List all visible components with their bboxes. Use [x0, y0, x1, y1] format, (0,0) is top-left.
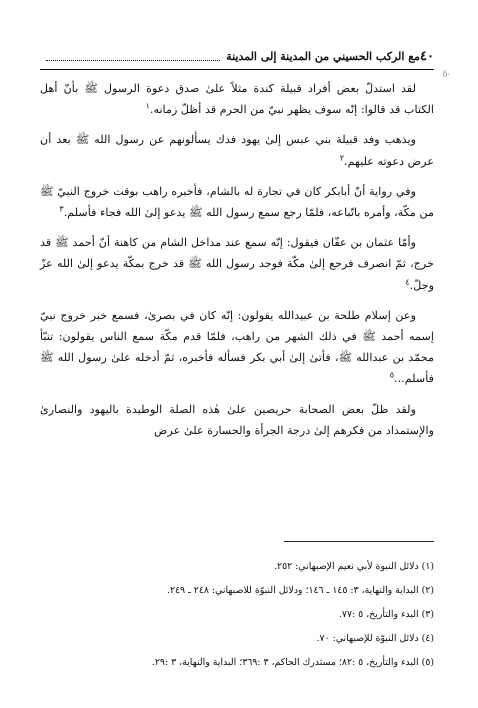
footnote-ref-1[interactable]: ١: [145, 101, 150, 111]
footnote-4: (٤) دلائل النبوّة للإصبهاني: ٧٠.: [316, 633, 434, 644]
footnote-3: (٣) البدء والتأريخ، ٥ :٧٧.: [338, 609, 434, 620]
paragraph-3: [40, 181, 434, 223]
paragraph-1: [40, 78, 434, 120]
paragraph-text: وعن إسلام طلحة بن عبيدالله يقولون: إنّه كان في بصرىٰ، فسمع خبر خروج نبيّ إسمه أحمد ﷺ في ذلك الشهر من راهب، فلمّا قدم مكّة سمع الناس يقولون: تنبّأ محمّد بن عبدالله ﷺ، فأتىٰ إلىٰ أبي بكر فسأله فأخبره، ثمّ أدخله علىٰ رسول الله ﷺ فأسلم...: [40, 308, 434, 386]
paragraph-4: [40, 232, 434, 296]
footnote-divider: [284, 541, 434, 542]
footnote-ref-4[interactable]: ٤: [405, 276, 410, 286]
paragraph-text: لقد استدلّ بعض أفراد قبيلة كندة مثلاً علىٰ صدق دعوة الرسول ﷺ بأنّ أهل الكتاب قد قالوا: إنّه سوف يظهر نبيّ من الحرم قد أظلّ زمانه.: [40, 82, 434, 117]
body-text: [40, 78, 434, 450]
footnote-5: (٥) البدء والتأريخ، ٥ :٨٢؛ مستدرك الحاكم، ٣ :٣٦٩؛ البداية والنهاية، ٣ :٢٩.: [151, 657, 434, 668]
paragraph-2: [40, 129, 434, 171]
page-number: ٤٠: [420, 48, 434, 64]
paragraph-text: وأمّا عثمان بن عفّان فيقول: إنّه سمع عند مداخل الشام من كاهنة أنّ أحمد ﷺ قد خرج، ثمّ انصرف فرجع إلىٰ مكّة فوجد رسول الله ﷺ قد خرج بمكّة يدعو إلىٰ الله عزّ وجلّ.: [40, 236, 434, 292]
footnote-ref-2[interactable]: ٢: [339, 152, 345, 162]
running-title: مع الركب الحسيني من المدينة إلى المدينة: [226, 49, 421, 63]
running-header: [40, 46, 434, 70]
footnote-1: (١) دلائل النبوة لأبي نعيم الإصبهاني: ٢٥٢.: [274, 561, 434, 572]
footnote-ref-3[interactable]: ٣: [59, 204, 64, 214]
margin-mark: ·ẟ: [442, 70, 450, 79]
paragraph-text: ويذهب وفد قبيلة بني عبس إلىٰ يهود فدك يسألونهم عن رسول الله ﷺ بعد أن عرض دعوته عليهم.: [40, 133, 434, 168]
paragraph-text: وفي رواية أنّ أبابكر كان في تجارة له بالشام، فأخبره راهب بوقت خروج النبيّ ﷺ من مكّة، وأمره باتّباعه، فلمّا رجع سمع رسول الله ﷺ يدعو إلىٰ الله فجاء فأسلم.: [40, 184, 434, 220]
paragraph-text: ولقد ظلّ بعض الصحابة حريصين علىٰ هٰذه الصلة الوطيدة باليهود والنصارىٰ والإستمداد من فكرهم إلىٰ درجة الجرأة والجسارة علىٰ عرض: [40, 402, 434, 437]
footnote-2: (٢) البداية والنهاية، ٣: ١٤٥ ـ ١٤٦؛ ودلائل النبوّة للاصبهاني: ٢٤٨ ـ ٢٤٩.: [166, 585, 434, 596]
footnotes: [40, 555, 434, 675]
paragraph-6: [40, 399, 434, 441]
footnote-ref-5[interactable]: ٥: [389, 370, 395, 380]
paragraph-5: [40, 305, 434, 390]
dotted-leader: [46, 52, 220, 61]
